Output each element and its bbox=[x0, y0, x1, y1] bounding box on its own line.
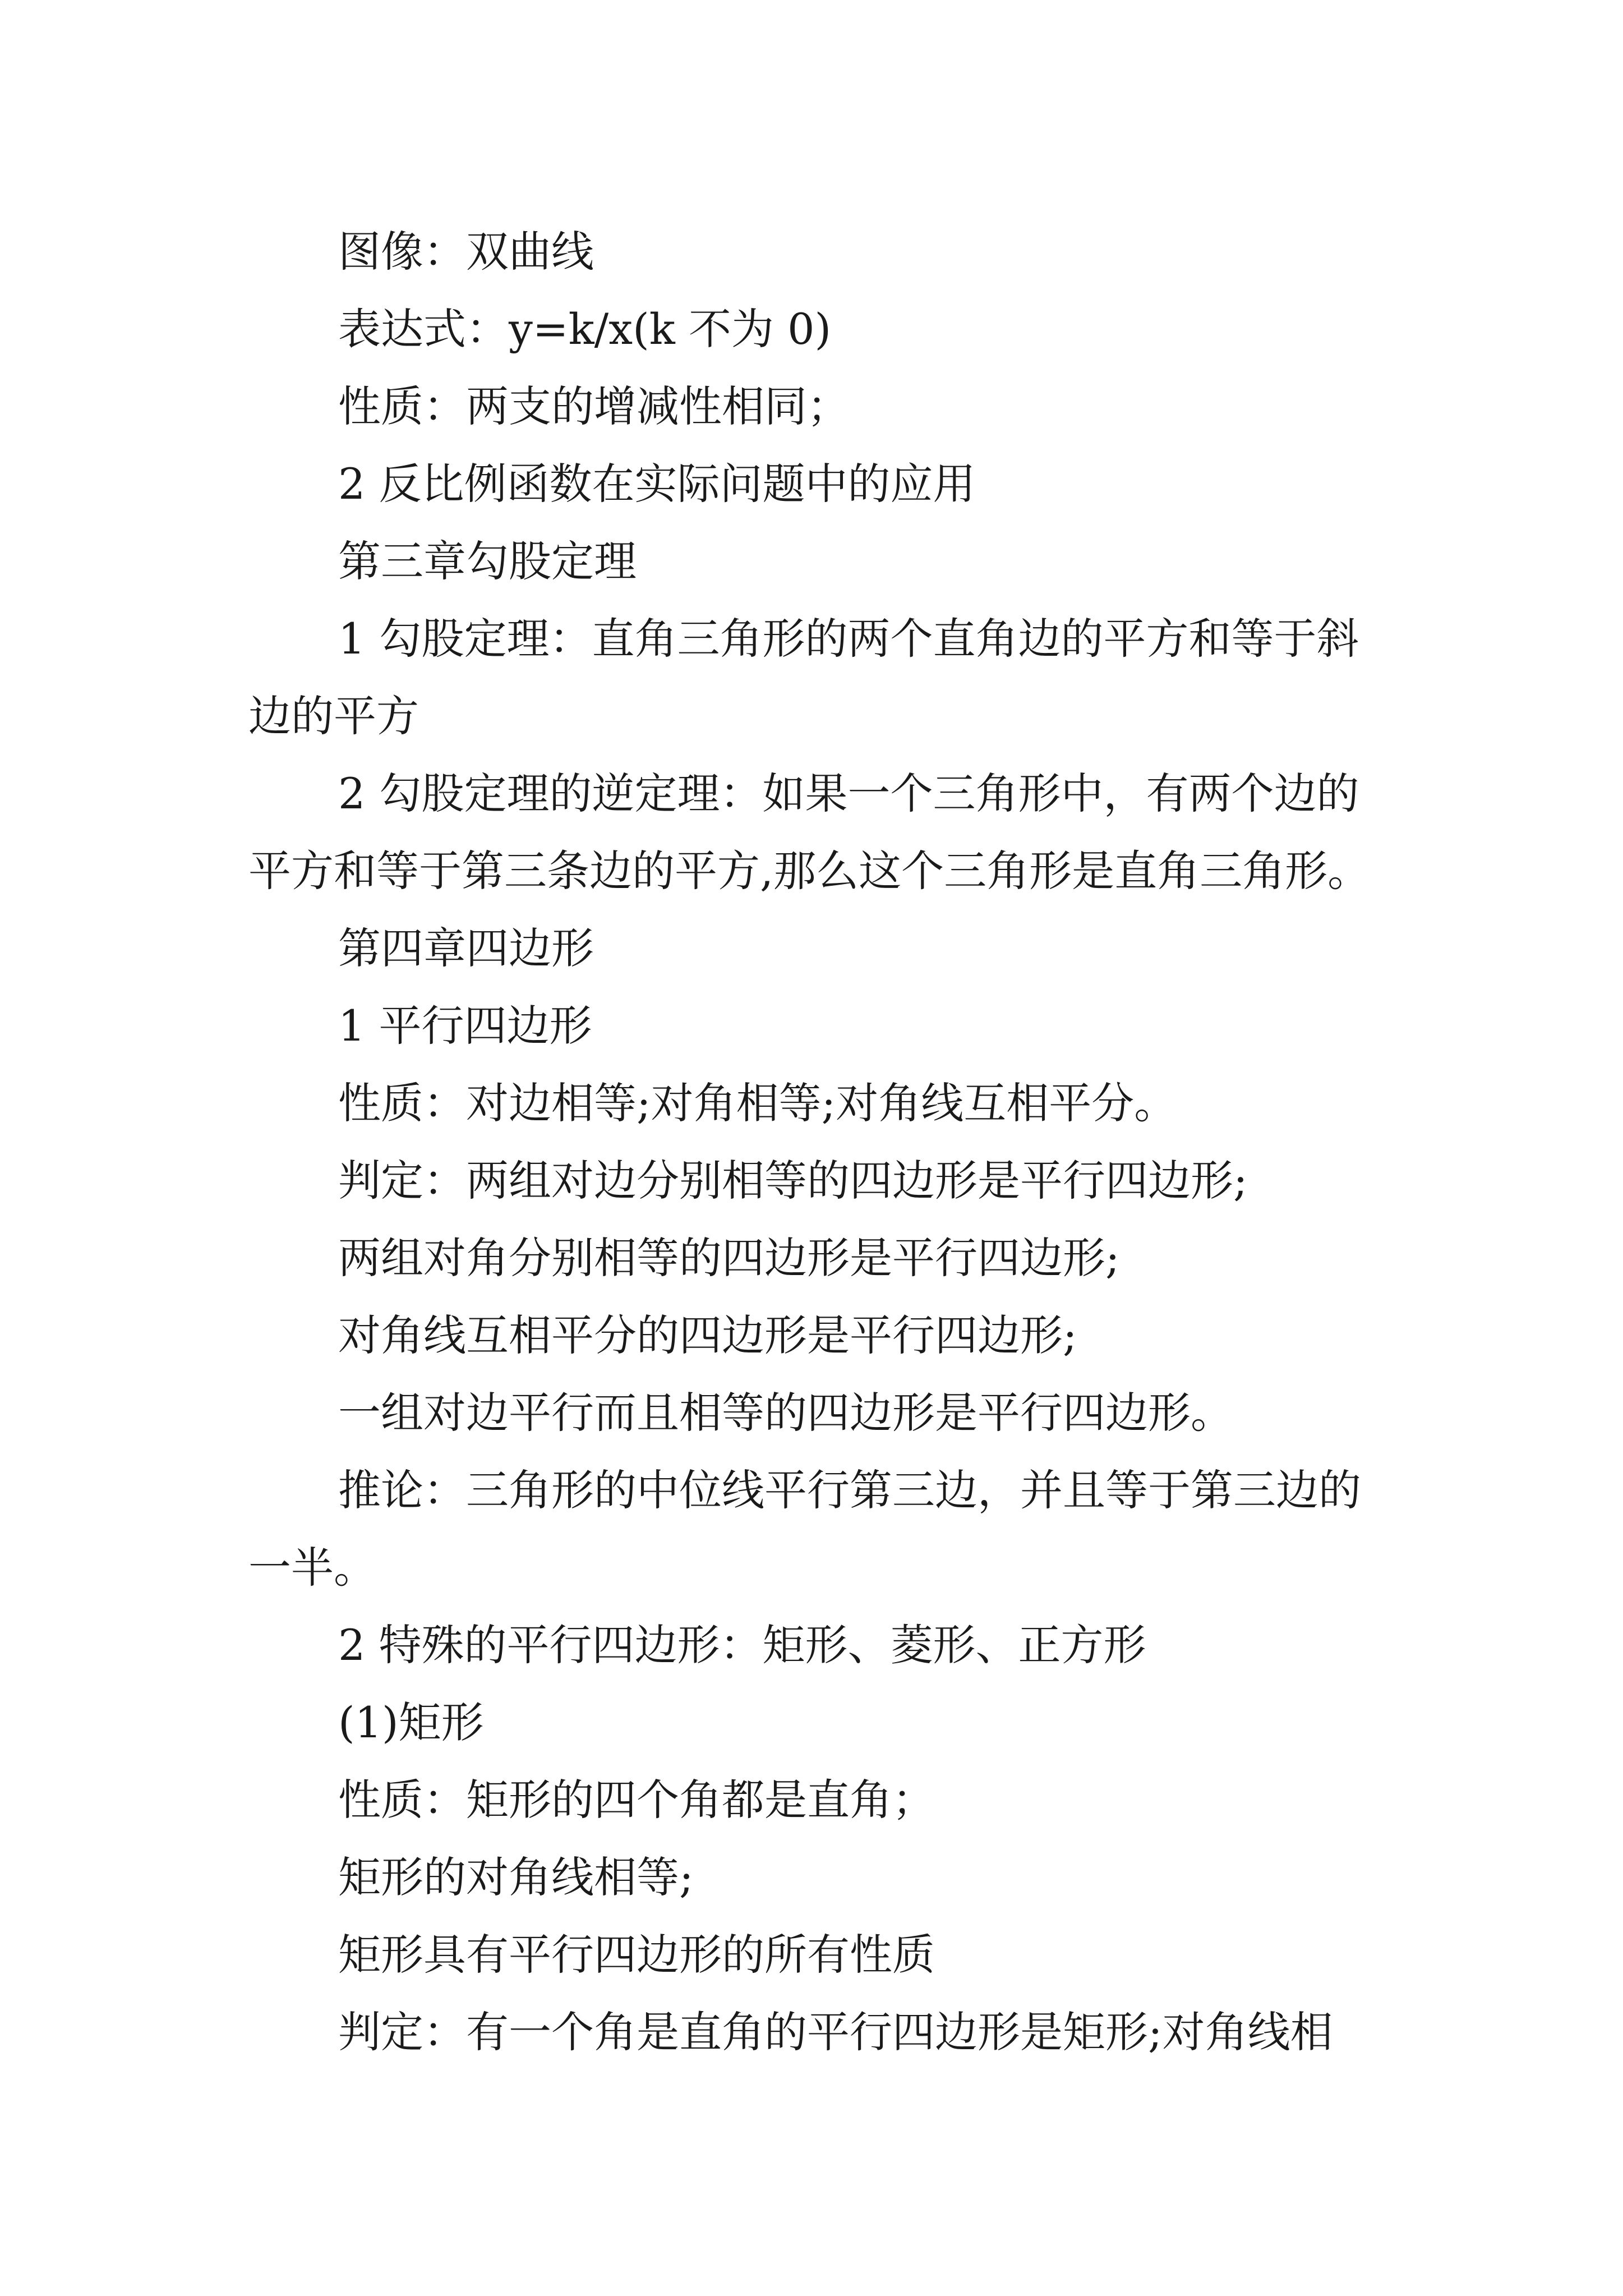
paragraph-parallelogram-criterion-3: 对角线互相平分的四边形是平行四边形; bbox=[338, 1310, 1077, 1360]
section-parallelogram: 1 平行四边形 bbox=[338, 1001, 592, 1051]
chapter-heading-4: 第四章四边形 bbox=[338, 923, 594, 973]
paragraph-property: 性质：两支的增减性相同； bbox=[338, 381, 850, 431]
paragraph-parallelogram-criterion-1: 判定：两组对边分别相等的四边形是平行四边形; bbox=[338, 1156, 1248, 1205]
chapter-heading-3: 第三章勾股定理 bbox=[338, 536, 637, 586]
document-body bbox=[248, 213, 1393, 2071]
paragraph-hyperbola-image: 图像：双曲线 bbox=[338, 227, 594, 277]
paragraph-parallelogram-criterion-4: 一组对边平行而且相等的四边形是平行四边形。 bbox=[338, 1388, 1233, 1438]
paragraph-parallelogram-criterion-2: 两组对角分别相等的四边形是平行四边形; bbox=[338, 1233, 1120, 1283]
paragraph-application: 2 反比例函数在实际问题中的应用 bbox=[338, 459, 976, 509]
paragraph-rectangle-property-1: 性质：矩形的四个角都是直角； bbox=[338, 1775, 935, 1825]
paragraph-rectangle-criterion: 判定：有一个角是直角的平行四边形是矩形;对角线相 bbox=[338, 2007, 1333, 2057]
paragraph-expression: 表达式：y=k/x(k 不为 0) bbox=[338, 304, 832, 354]
subsection-rectangle: (1)矩形 bbox=[338, 1697, 484, 1747]
paragraph-rectangle-property-3: 矩形具有平行四边形的所有性质 bbox=[338, 1930, 935, 1980]
paragraph-midline-corollary: 推论：三角形的中位线平行第三边，并且等于第三边的一半。 bbox=[248, 1465, 1361, 1593]
paragraph-rectangle-property-2: 矩形的对角线相等; bbox=[338, 1852, 694, 1902]
paragraph-converse-theorem: 2 勾股定理的逆定理：如果一个三角形中，有两个边的平方和等于第三条边的平方,那么这个三角形是直角三角形。 bbox=[248, 769, 1371, 896]
paragraph-pythagorean-theorem: 1 勾股定理：直角三角形的两个直角边的平方和等于斜边的平方 bbox=[248, 614, 1359, 741]
section-special-parallelograms: 2 特殊的平行四边形：矩形、菱形、正方形 bbox=[338, 1620, 1146, 1670]
paragraph-parallelogram-property: 性质：对边相等;对角相等;对角线互相平分。 bbox=[338, 1078, 1177, 1128]
